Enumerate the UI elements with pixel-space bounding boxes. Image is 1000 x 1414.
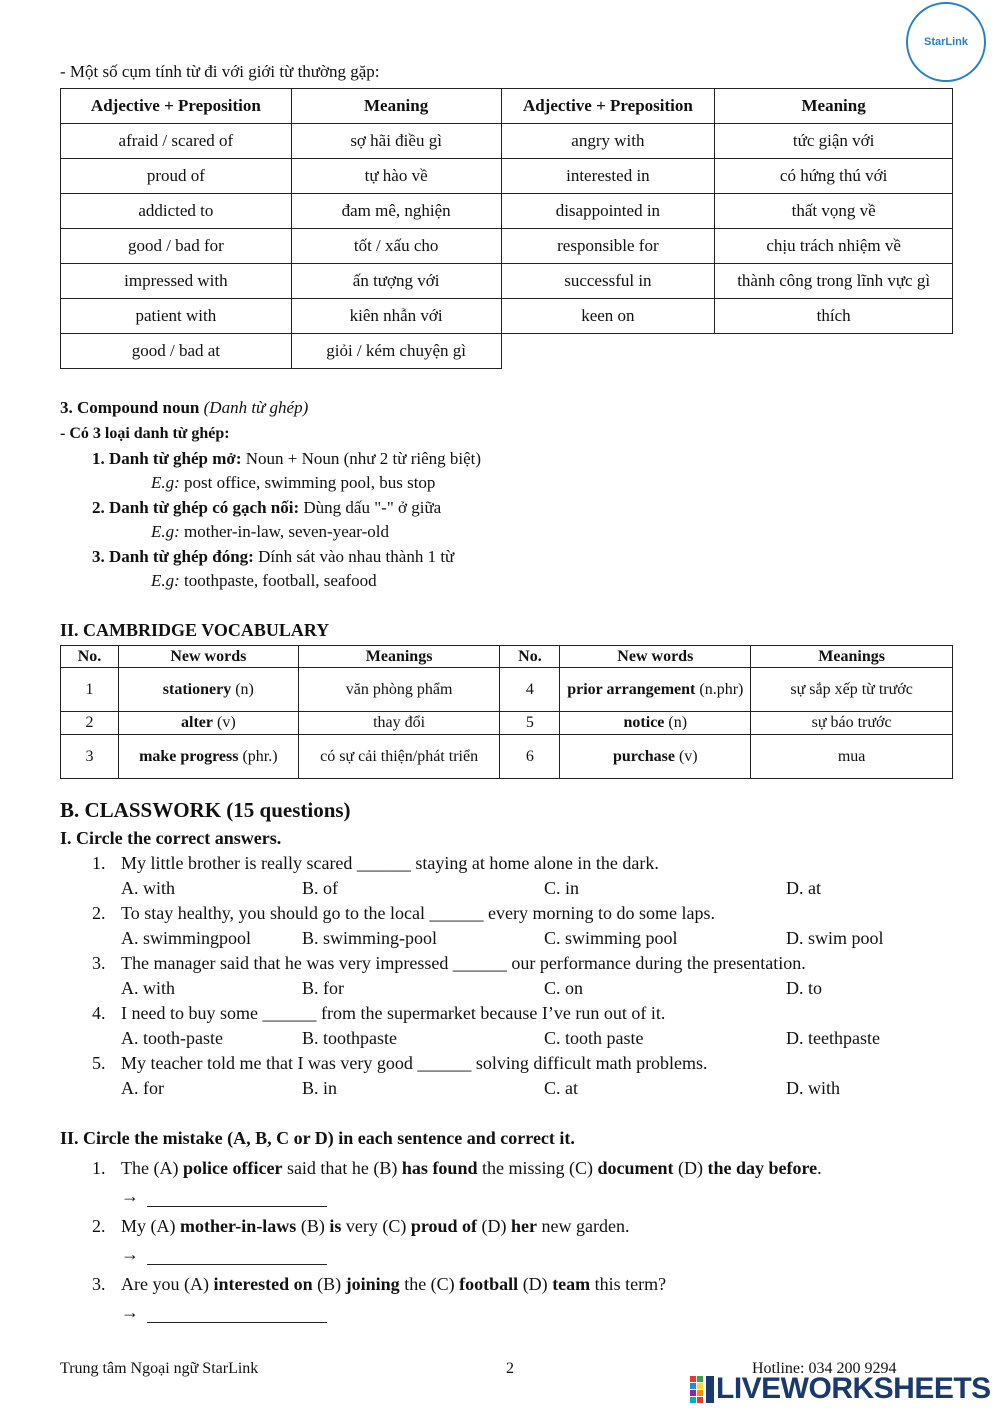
answer-option[interactable]: C. swimming pool: [544, 928, 678, 948]
question-number: 1.: [92, 853, 106, 873]
mistake-candidate[interactable]: the day before: [707, 1158, 818, 1178]
sentence-fragment: (D): [518, 1274, 553, 1294]
vocab-number: 3: [61, 735, 119, 779]
answer-option[interactable]: B. of: [302, 878, 338, 898]
arrow-icon: →: [121, 1244, 139, 1264]
compound-example: E.g: toothpaste, football, seafood: [151, 571, 377, 590]
vocab-meaning: có sự cải thiện/phát triển: [298, 735, 500, 779]
sentence-fragment: the missing (C): [477, 1158, 598, 1178]
starlink-logo: StarLink: [906, 2, 986, 82]
mistake-sentence: [121, 1216, 630, 1237]
table-row: [61, 264, 953, 299]
compound-type: 1. Danh từ ghép mở: Noun + Noun (như 2 từ riêng biệt): [92, 449, 482, 468]
table-row: [61, 194, 953, 229]
answer-line: [121, 1302, 327, 1323]
mistake-candidate[interactable]: document: [597, 1158, 674, 1178]
vocab-table-header: Meanings: [298, 646, 500, 668]
mistake-sentence: [121, 1158, 822, 1179]
vocab-meaning: sự báo trước: [751, 712, 953, 735]
question-text: My teacher told me that I was very good ______ solving difficult math problems.: [121, 1053, 708, 1073]
vocab-meaning: thay đổi: [298, 712, 500, 735]
sentence-fragment: said that he (B): [282, 1158, 402, 1178]
answer-input[interactable]: [147, 1248, 327, 1265]
compound-example: E.g: mother-in-law, seven-year-old: [151, 522, 390, 541]
sentence-fragment: this term?: [590, 1274, 667, 1294]
answer-option[interactable]: D. to: [786, 978, 822, 998]
vocab-word: prior arrangement (n.phr): [560, 668, 751, 712]
vocab-word: notice (n): [560, 712, 751, 735]
question-text: I need to buy some ______ from the supermarket because I’ve run out of it.: [121, 1003, 666, 1023]
answer-option[interactable]: C. in: [544, 878, 580, 898]
question-text: To stay healthy, you should go to the local ______ every morning to do some laps.: [121, 903, 715, 923]
table-row: [61, 299, 953, 334]
answer-line: [121, 1186, 327, 1207]
table-cell: good / bad for: [61, 229, 292, 264]
vocabulary-title: II. CAMBRIDGE VOCABULARY: [60, 620, 330, 640]
table-cell: giỏi / kém chuyện gì: [291, 334, 501, 369]
table-cell: kiên nhẫn với: [291, 299, 501, 334]
sentence-fragment: (B): [312, 1274, 346, 1294]
table-row: [61, 712, 953, 735]
page-number: 2: [506, 1360, 514, 1377]
answer-option[interactable]: C. at: [544, 1078, 578, 1098]
answer-option[interactable]: D. at: [786, 878, 821, 898]
answer-option[interactable]: D. teethpaste: [786, 1028, 880, 1048]
answer-option[interactable]: C. tooth paste: [544, 1028, 644, 1048]
answer-option[interactable]: A. with: [121, 978, 175, 998]
table-cell: successful in: [501, 264, 715, 299]
compound-type: 3. Danh từ ghép đóng: Dính sát vào nhau thành 1 từ: [92, 547, 455, 566]
adjective-preposition-intro: - Một số cụm tính từ đi với giới từ thường gặp:: [60, 62, 380, 81]
answer-input[interactable]: [147, 1306, 327, 1323]
footer-hotline: Hotline: 034 200 9294: [752, 1360, 897, 1377]
answer-option[interactable]: C. on: [544, 978, 584, 998]
adjective-preposition-table: [60, 88, 953, 369]
compound-noun-intro: - Có 3 loại danh từ ghép:: [60, 425, 230, 442]
table-cell: responsible for: [501, 229, 715, 264]
question-number: 4.: [92, 1003, 106, 1023]
footer-center-name: Trung tâm Ngoại ngữ StarLink: [60, 1360, 259, 1377]
answer-option[interactable]: B. swimming-pool: [302, 928, 438, 948]
table-cell: sợ hãi điều gì: [291, 124, 501, 159]
mistake-candidate[interactable]: football: [459, 1274, 519, 1294]
adj-table-header: Adjective + Preposition: [501, 89, 715, 124]
mistake-candidate[interactable]: joining: [345, 1274, 400, 1294]
table-row: [61, 159, 953, 194]
table-cell: good / bad at: [61, 334, 292, 369]
question-number: 5.: [92, 1053, 106, 1073]
table-cell: thành công trong lĩnh vực gì: [715, 264, 953, 299]
table-row: [61, 334, 953, 369]
vocab-word: purchase (v): [560, 735, 751, 779]
table-row: [61, 735, 953, 779]
sentence-fragment: (B): [296, 1216, 330, 1236]
table-cell: tự hào về: [291, 159, 501, 194]
adj-table-header: Meaning: [715, 89, 953, 124]
sentence-fragment: the (C): [399, 1274, 460, 1294]
answer-input[interactable]: [147, 1190, 327, 1207]
answer-option[interactable]: A. swimmingpool: [121, 928, 252, 948]
mistake-candidate[interactable]: interested on: [213, 1274, 313, 1294]
question-number: 2.: [92, 903, 106, 923]
vocab-table-header: No.: [61, 646, 119, 668]
vocab-word: stationery (n): [118, 668, 298, 712]
vocab-table-header: Meanings: [751, 646, 953, 668]
table-cell: có hứng thú với: [715, 159, 953, 194]
classwork-title: B. CLASSWORK (15 questions): [60, 798, 351, 822]
sentence-fragment: Are you (A): [121, 1274, 214, 1294]
table-cell: thích: [715, 299, 953, 334]
mistake-candidate[interactable]: her: [511, 1216, 538, 1236]
vocab-meaning: mua: [751, 735, 953, 779]
table-cell: proud of: [61, 159, 292, 194]
vocab-table-header: New words: [118, 646, 298, 668]
answer-option[interactable]: A. for: [121, 1078, 164, 1098]
mistake-candidate[interactable]: is: [329, 1216, 342, 1236]
table-cell: addicted to: [61, 194, 292, 229]
part1-title: I. Circle the correct answers.: [60, 828, 282, 848]
mistake-candidate[interactable]: has found: [401, 1158, 478, 1178]
compound-example: E.g: post office, swimming pool, bus stop: [151, 473, 436, 492]
sentence-fragment: very (C): [341, 1216, 411, 1236]
table-cell: thất vọng về: [715, 194, 953, 229]
table-cell: tức giận với: [715, 124, 953, 159]
compound-noun-heading: 3. Compound noun (Danh từ ghép): [60, 398, 309, 417]
table-cell: đam mê, nghiện: [291, 194, 501, 229]
vocab-table-header: No.: [500, 646, 560, 668]
answer-option[interactable]: D. swim pool: [786, 928, 884, 948]
table-cell: interested in: [501, 159, 715, 194]
table-cell: chịu trách nhiệm về: [715, 229, 953, 264]
mistake-sentence: [121, 1274, 666, 1295]
liveworksheets-watermark: LIVEWORKSHEETS: [690, 1372, 991, 1406]
vocab-number: 6: [500, 735, 560, 779]
answer-option[interactable]: D. with: [786, 1078, 840, 1098]
mistake-candidate[interactable]: team: [552, 1274, 591, 1294]
sentence-fragment: new garden.: [537, 1216, 630, 1236]
answer-line: [121, 1244, 327, 1265]
vocab-number: 4: [500, 668, 560, 712]
table-cell: afraid / scared of: [61, 124, 292, 159]
table-cell: patient with: [61, 299, 292, 334]
question-text: The manager said that he was very impressed ______ our performance during the presentation.: [121, 953, 806, 973]
vocabulary-table: [60, 645, 953, 779]
table-row: [61, 668, 953, 712]
question-number: 1.: [92, 1158, 106, 1178]
answer-option[interactable]: A. with: [121, 878, 175, 898]
question-number: 3.: [92, 953, 106, 973]
liveworksheets-logo-icon: [690, 1374, 716, 1404]
vocab-number: 2: [61, 712, 119, 735]
adj-table-header: Adjective + Preposition: [61, 89, 292, 124]
answer-option[interactable]: B. for: [302, 978, 344, 998]
table-cell: ấn tượng với: [291, 264, 501, 299]
question-text: My little brother is really scared ______ staying at home alone in the dark.: [121, 853, 659, 873]
table-cell: disappointed in: [501, 194, 715, 229]
answer-option[interactable]: A. tooth-paste: [121, 1028, 223, 1048]
vocab-word: alter (v): [118, 712, 298, 735]
table-row: [61, 124, 953, 159]
sentence-fragment: (D): [477, 1216, 512, 1236]
mistake-candidate[interactable]: mother-in-laws: [180, 1216, 297, 1236]
mistake-candidate[interactable]: proud of: [410, 1216, 478, 1236]
question-number: 3.: [92, 1274, 106, 1294]
table-cell: impressed with: [61, 264, 292, 299]
vocab-number: 5: [500, 712, 560, 735]
vocab-meaning: văn phòng phẩm: [298, 668, 500, 712]
vocab-number: 1: [61, 668, 119, 712]
table-cell: keen on: [501, 299, 715, 334]
part2-title: II. Circle the mistake (A, B, C or D) in each sentence and correct it.: [60, 1128, 575, 1148]
sentence-fragment: .: [817, 1158, 822, 1178]
vocab-word: make progress (phr.): [118, 735, 298, 779]
vocab-table-header: New words: [560, 646, 751, 668]
sentence-fragment: (D): [673, 1158, 708, 1178]
vocab-meaning: sự sắp xếp từ trước: [751, 668, 953, 712]
answer-option[interactable]: B. toothpaste: [302, 1028, 397, 1048]
answer-option[interactable]: B. in: [302, 1078, 338, 1098]
sentence-fragment: My (A): [121, 1216, 180, 1236]
sentence-fragment: The (A): [121, 1158, 183, 1178]
compound-type: 2. Danh từ ghép có gạch nối: Dùng dấu "-" ở giữa: [92, 498, 442, 517]
arrow-icon: →: [121, 1302, 139, 1322]
question-number: 2.: [92, 1216, 106, 1236]
arrow-icon: →: [121, 1186, 139, 1206]
table-row: [61, 229, 953, 264]
mistake-candidate[interactable]: police officer: [182, 1158, 283, 1178]
table-cell: tốt / xấu cho: [291, 229, 501, 264]
adj-table-header: Meaning: [291, 89, 501, 124]
table-cell: angry with: [501, 124, 715, 159]
